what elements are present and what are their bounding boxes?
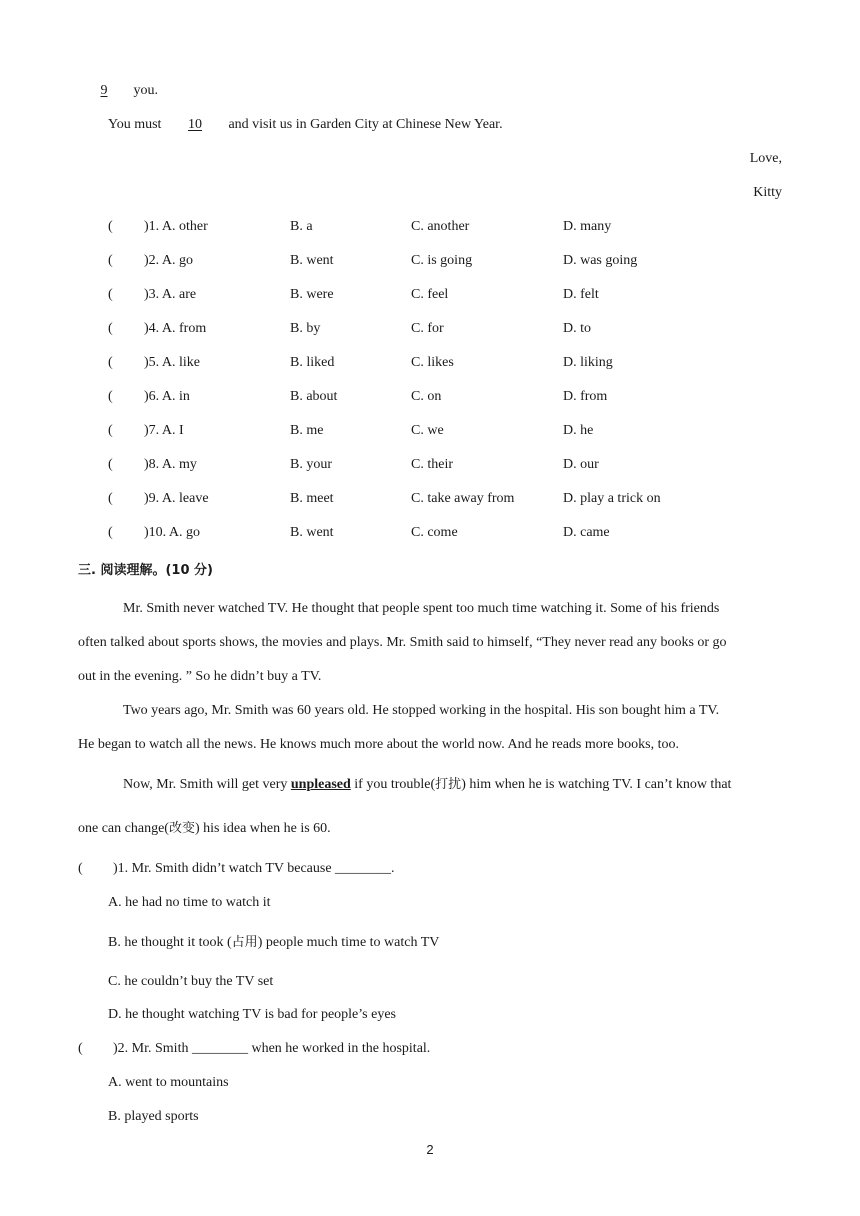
chinese-gloss: 改变 [168, 821, 195, 836]
question-text: )1. Mr. Smith didn’t watch TV because ________. [113, 861, 395, 876]
letter-closing: Love, [749, 151, 782, 166]
option-d: D. play a trick on [563, 491, 661, 506]
option-b: B. went [290, 525, 334, 540]
answer-paren[interactable]: ( [108, 253, 113, 268]
passage-line: Mr. Smith never watched TV. He thought that people spent too much time watching it. Some of his friends [123, 601, 720, 616]
option-b: B. played sports [108, 1109, 199, 1124]
option-c: C. come [411, 525, 458, 540]
option-a: A. went to mountains [108, 1075, 229, 1090]
chinese-gloss: 占用 [231, 935, 258, 950]
answer-paren[interactable]: ( [78, 1041, 83, 1056]
option-b: B. a [290, 219, 313, 234]
option-c: C. he couldn’t buy the TV set [108, 974, 274, 989]
passage-line: Two years ago, Mr. Smith was 60 years old. He stopped working in the hospital. His son bought him a TV. [123, 703, 720, 718]
answer-paren[interactable]: ( [108, 287, 113, 302]
letter-text: you. [130, 83, 158, 98]
passage-line: He began to watch all the news. He knows much more about the world now. And he reads more books, too. [78, 737, 679, 752]
option-c: C. their [411, 457, 453, 472]
option-c: C. on [411, 389, 442, 404]
option-b: B. about [290, 389, 338, 404]
passage-line: often talked about sports shows, the movies and plays. Mr. Smith said to himself, “They never read any books or go [78, 635, 727, 650]
option-a: )7. A. I [144, 423, 184, 438]
option-a: )9. A. leave [144, 491, 209, 506]
answer-paren[interactable]: ( [108, 389, 113, 404]
option-c: C. likes [411, 355, 454, 370]
answer-paren[interactable]: ( [108, 423, 113, 438]
blank-9[interactable]: 9 [100, 83, 108, 98]
option-d: D. was going [563, 253, 638, 268]
passage-text: one can change( [78, 821, 169, 836]
blank-10[interactable]: 10 [187, 117, 202, 132]
option-b: B. your [290, 457, 332, 472]
option-c: C. take away from [411, 491, 515, 506]
option-b [108, 934, 439, 952]
option-a: )1. A. other [144, 219, 208, 234]
answer-paren[interactable]: ( [108, 219, 113, 234]
option-d: D. he [563, 423, 594, 438]
option-b: B. meet [290, 491, 334, 506]
letter-text: You must [108, 117, 162, 132]
option-text: ) people much time to watch TV [257, 935, 440, 950]
option-text: B. he thought it took ( [108, 935, 232, 950]
option-a: )2. A. go [144, 253, 193, 268]
option-b: B. by [290, 321, 321, 336]
letter-line-1 [78, 82, 158, 100]
option-b: B. went [290, 253, 334, 268]
answer-paren[interactable]: ( [108, 457, 113, 472]
option-c: C. another [411, 219, 470, 234]
option-b: B. me [290, 423, 324, 438]
passage-text: ) his idea when he is 60. [194, 821, 331, 836]
passage-text: if you trouble( [350, 777, 436, 792]
option-d: D. from [563, 389, 608, 404]
option-d: D. many [563, 219, 612, 234]
letter-text: and visit us in Garden City at Chinese New Year. [224, 117, 503, 132]
option-d: D. felt [563, 287, 599, 302]
letter-line-2 [108, 116, 503, 134]
page-number: 2 [426, 1142, 434, 1157]
passage-text: Now, Mr. Smith will get very [123, 777, 291, 792]
option-d: D. our [563, 457, 599, 472]
option-c: C. we [411, 423, 444, 438]
option-a: A. he had no time to watch it [108, 895, 271, 910]
letter-signature: Kitty [753, 185, 782, 200]
answer-paren[interactable]: ( [108, 491, 113, 506]
answer-paren[interactable]: ( [108, 355, 113, 370]
answer-paren[interactable]: ( [108, 321, 113, 336]
option-c: C. feel [411, 287, 449, 302]
option-c: C. is going [411, 253, 473, 268]
passage-line [123, 776, 731, 794]
key-word-unpleased: unpleased [290, 777, 351, 792]
option-a: )10. A. go [144, 525, 200, 540]
option-a: )4. A. from [144, 321, 207, 336]
passage-text: ) him when he is watching TV. I can’t know that [461, 777, 732, 792]
answer-paren[interactable]: ( [108, 525, 113, 540]
passage-line: out in the evening. ” So he didn’t buy a TV. [78, 669, 322, 684]
option-c: C. for [411, 321, 444, 336]
option-a: )8. A. my [144, 457, 197, 472]
option-a: )3. A. are [144, 287, 197, 302]
passage-line [78, 820, 331, 838]
option-b: B. were [290, 287, 334, 302]
section-title: 三. 阅读理解。(10 分) [78, 563, 213, 578]
option-a: )6. A. in [144, 389, 190, 404]
option-d: D. came [563, 525, 610, 540]
option-d: D. to [563, 321, 591, 336]
option-d: D. liking [563, 355, 613, 370]
option-b: B. liked [290, 355, 335, 370]
question-text: )2. Mr. Smith ________ when he worked in the hospital. [113, 1041, 431, 1056]
chinese-gloss: 打扰 [435, 777, 462, 792]
option-d: D. he thought watching TV is bad for people’s eyes [108, 1007, 396, 1022]
answer-paren[interactable]: ( [78, 861, 83, 876]
option-a: )5. A. like [144, 355, 200, 370]
